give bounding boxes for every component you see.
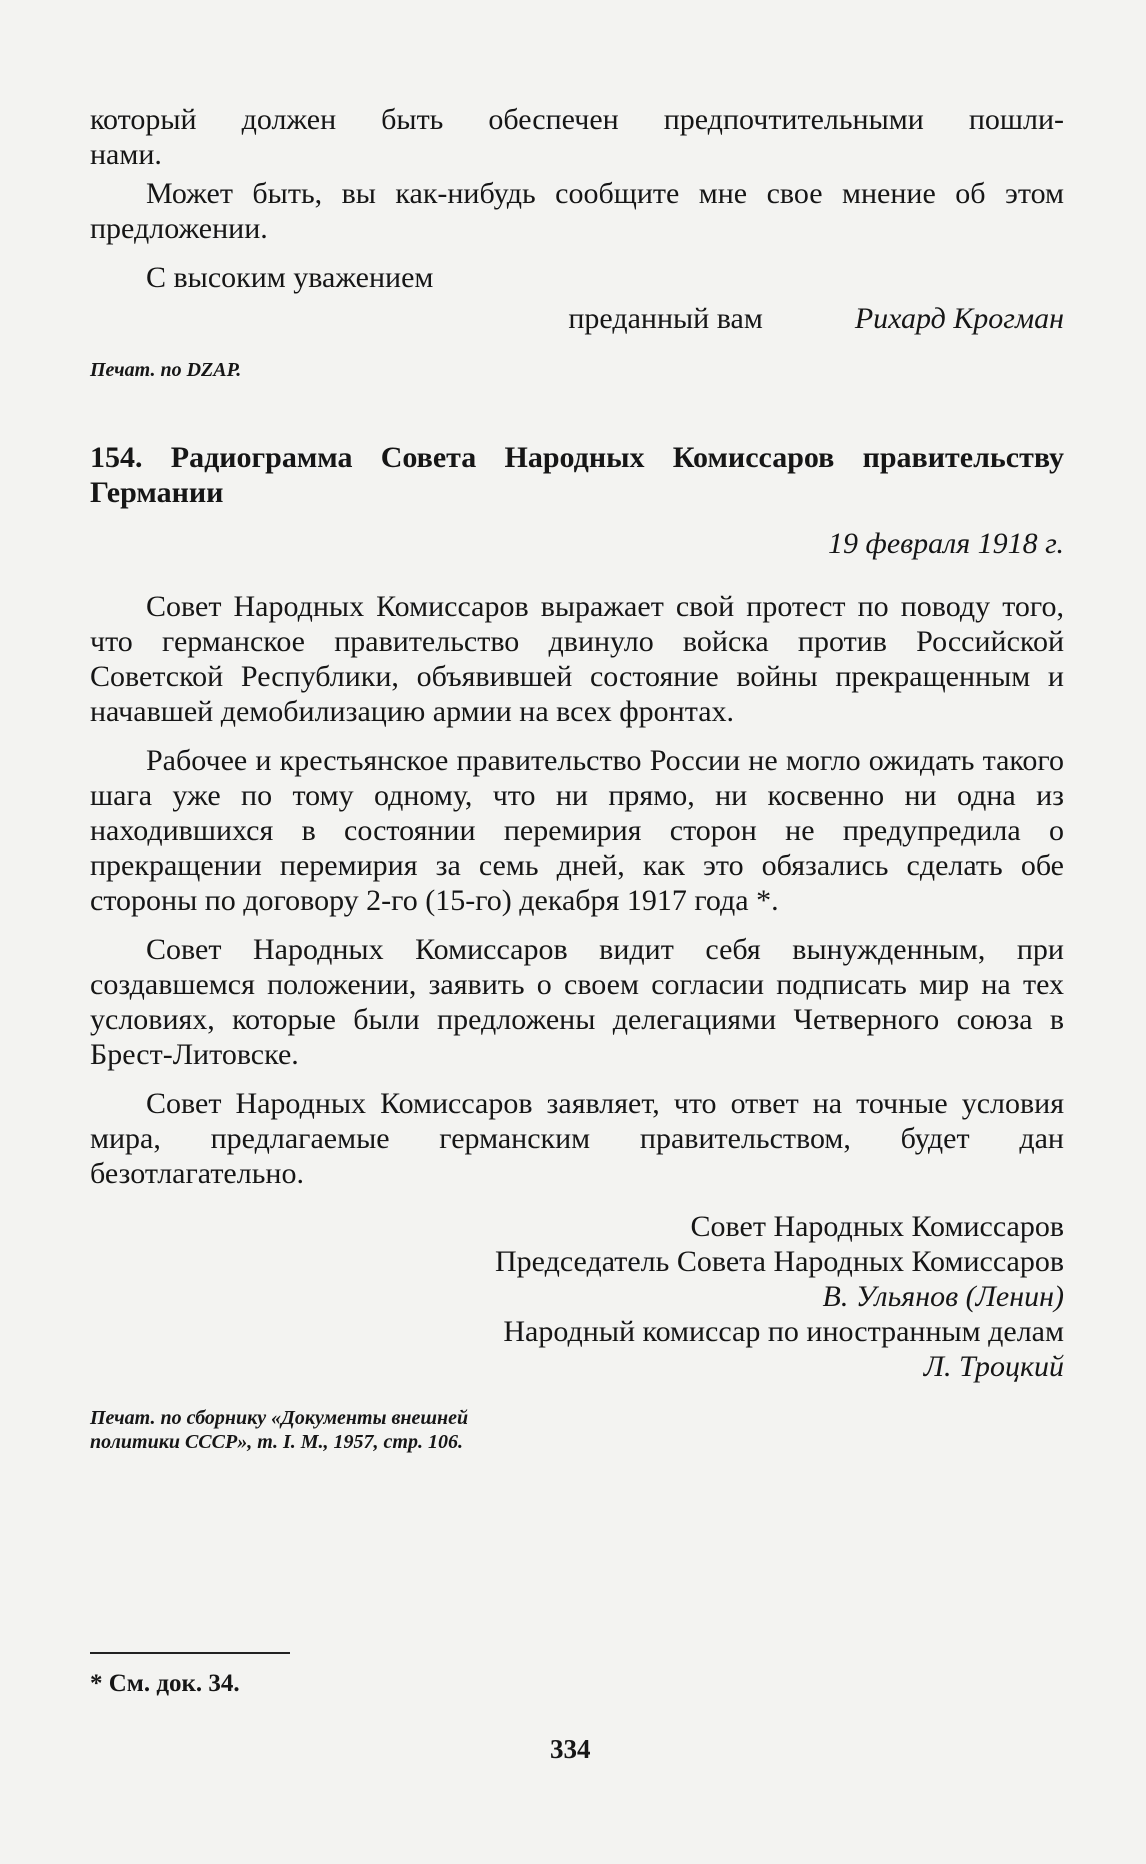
signature-commissar-title: Народный комиссар по иностранным делам [503,1315,1064,1348]
paragraph-3: Совет Народных Комиссаров видит себя вынужденным, при создавшемся положении, заявить о своем согласии подписать мир на тех условиях, которые были предложены делегациями Четверного союза в Брест-Литовске. [90,933,1064,1071]
paragraph-1: Совет Народных Комиссаров выражает свой протест по поводу того, что германское правительство двинуло войска против Российской Советской Республики, объявившей состояние войны прекращенным и начавшей демобилизацию армии на всех фронтах. [90,590,1064,728]
page-number: 334 [550,1734,591,1764]
document-154 [90,440,1064,1454]
source-line-1: Печат. по сборнику «Документы внешней [90,1407,469,1429]
signature-org: Совет Народных Комиссаров [690,1210,1064,1243]
document-date: 19 февраля 1918 г. [828,527,1064,560]
signature-row [90,301,1064,336]
devoted-phrase: преданный вам [568,302,763,335]
footnote: * См. док. 34. [90,1670,240,1697]
footnote-rule [90,1652,290,1654]
signatures-block [90,1209,1064,1384]
source-line-2: политики СССР», т. I. М., 1957, стр. 106. [90,1431,463,1453]
signature-trotsky: Л. Троцкий [923,1350,1064,1383]
signature-lenin: В. Ульянов (Ленин) [822,1280,1064,1313]
signature-krogman: Рихард Крогман [854,302,1064,335]
closing-paragraph: Может быть, вы как-нибудь сообщите мне свое мнение об этом предложении. [90,177,1064,245]
signature-chair-title: Председатель Совета Народных Комиссаров [495,1245,1064,1278]
continuation-line: который должен быть обеспечен предпочтительными пошли- [90,103,1064,136]
document-heading: 154. Радиограмма Совета Народных Комиссаров правительству Германии [90,441,1064,509]
source-note: Печат. по DZAP. [90,359,242,381]
previous-document-tail [90,102,1064,382]
greeting: С высоким уважением [146,261,434,294]
paragraph-2: Рабочее и крестьянское правительство России не могло ожидать такого шага уже по тому одному, что ни прямо, ни косвенно ни одна из находившихся в состоянии перемирия сторон не предупредила о прекращении перемирия за семь дней, как это обязались сделать обе стороны по договору 2-го (15-го) декабря 1917 года *. [90,744,1064,917]
continuation-line-end: нами. [90,138,162,171]
document-source [90,1406,1064,1454]
paragraph-4: Совет Народных Комиссаров заявляет, что ответ на точные условия мира, предлагаемые германским правительством, будет дан безотлагательно. [90,1087,1064,1190]
